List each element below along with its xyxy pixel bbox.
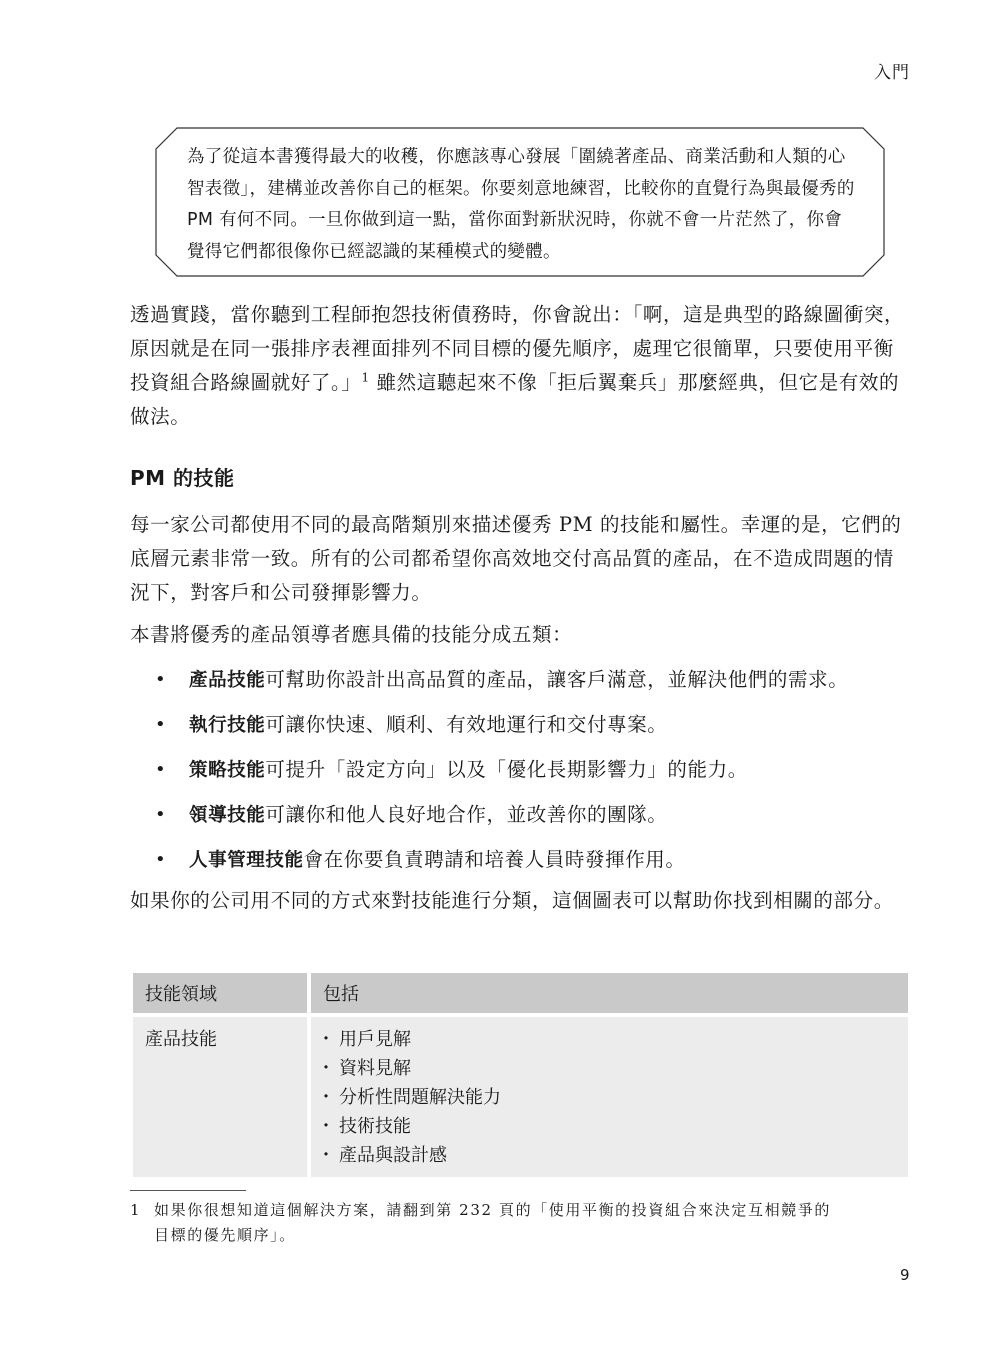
paragraph-roadmap-text-end: 雖然這聽起來不像「拒后翼棄兵」那麼經典，但它是有效的做法。 (130, 371, 900, 428)
list-item: ・ 產品與設計感 (323, 1141, 896, 1170)
table-cell-skill-area: 產品技能 (133, 1017, 311, 1177)
list-item (155, 843, 915, 888)
section-heading: PM 的技能 (130, 466, 235, 490)
skill-description: 可提升「設定方向」以及「優化長期影響力」的能力。 (265, 758, 748, 781)
skill-name: 產品技能 (189, 670, 266, 691)
skill-name: 執行技能 (189, 715, 266, 736)
bullet-icon: • (155, 849, 167, 870)
skills-table (133, 973, 908, 1177)
table-header-includes: 包括 (311, 973, 908, 1017)
bullet-icon: • (155, 669, 167, 690)
footnote-divider (130, 1190, 246, 1191)
skill-name: 人事管理技能 (189, 850, 304, 871)
list-item (155, 663, 915, 708)
skill-name: 策略技能 (189, 760, 266, 781)
footnote-reference[interactable]: 1 (361, 370, 370, 385)
list-item: ・ 分析性問題解決能力 (323, 1083, 896, 1112)
skill-description: 可幫助你設計出高品質的產品，讓客戶滿意，並解決他們的需求。 (265, 668, 849, 691)
list-item: ・ 技術技能 (323, 1112, 896, 1141)
bullet-icon: • (155, 759, 167, 780)
includes-list (323, 1025, 896, 1170)
paragraph-five-categories: 本書將優秀的產品領導者應具備的技能分成五類： (130, 623, 573, 646)
list-item (155, 753, 915, 798)
skill-name: 領導技能 (189, 805, 266, 826)
paragraph-roadmap (130, 298, 912, 434)
bullet-icon: • (155, 804, 167, 825)
table-row (133, 1017, 908, 1177)
footnote-text-line1: 如果你很想知道這個解決方案，請翻到第 232 頁的「使用平衡的投資組合來決定互相競爭的 (154, 1201, 831, 1219)
bullet-icon: • (155, 714, 167, 735)
table-header-skill-area: 技能領域 (133, 973, 311, 1017)
footnote (130, 1198, 916, 1248)
running-header: 入門 (874, 63, 910, 83)
paragraph-chart-help: 如果你的公司用不同的方式來對技能進行分類，這個圖表可以幫助你找到相關的部分。 (130, 889, 894, 912)
table-header-row (133, 973, 908, 1017)
footnote-text-line2: 目標的優先順序」。 (154, 1226, 296, 1244)
callout-text: 為了從這本書獲得最大的收穫，你應該專心發展「圍繞著產品、商業活動和人類的心智表徵」，建構並改善你自己的框架。你要刻意地練習，比較你的直覺行為與最優秀的 PM 有何不同。一旦你做到這一點，當你面對新狀況時，你就不會一片茫然了，你會覺得它們都很像你已經認識的某種模式的變體。 (187, 147, 855, 262)
paragraph-skills-intro: 每一家公司都使用不同的最高階類別來描述優秀 PM 的技能和屬性。幸運的是，它們的底層元素非常一致。所有的公司都希望你高效地交付高品質的產品，在不造成問題的情況下，對客戶和公司發揮影響力。 (130, 513, 902, 604)
footnote-number: 1 (130, 1201, 140, 1219)
page-number: 9 (900, 1266, 910, 1284)
list-item (155, 708, 915, 753)
skill-description: 可讓你快速、順利、有效地運行和交付專案。 (265, 713, 668, 736)
skills-list (155, 663, 915, 888)
table-cell-includes (311, 1017, 908, 1177)
list-item: ・ 資料見解 (323, 1054, 896, 1083)
list-item (155, 798, 915, 843)
list-item: ・ 用戶見解 (323, 1025, 896, 1054)
skill-description: 會在你要負責聘請和培養人員時發揮作用。 (303, 848, 686, 871)
skill-description: 可讓你和他人良好地合作，並改善你的團隊。 (265, 803, 668, 826)
paragraph-roadmap-text: 透過實踐，當你聽到工程師抱怨技術債務時，你會說出：「啊，這是典型的路線圖衝突，原因就是在同一張排序表裡面排列不同目標的優先順序，處理它很簡單，只要使用平衡投資組合路線圖就好了。」 (130, 303, 905, 394)
